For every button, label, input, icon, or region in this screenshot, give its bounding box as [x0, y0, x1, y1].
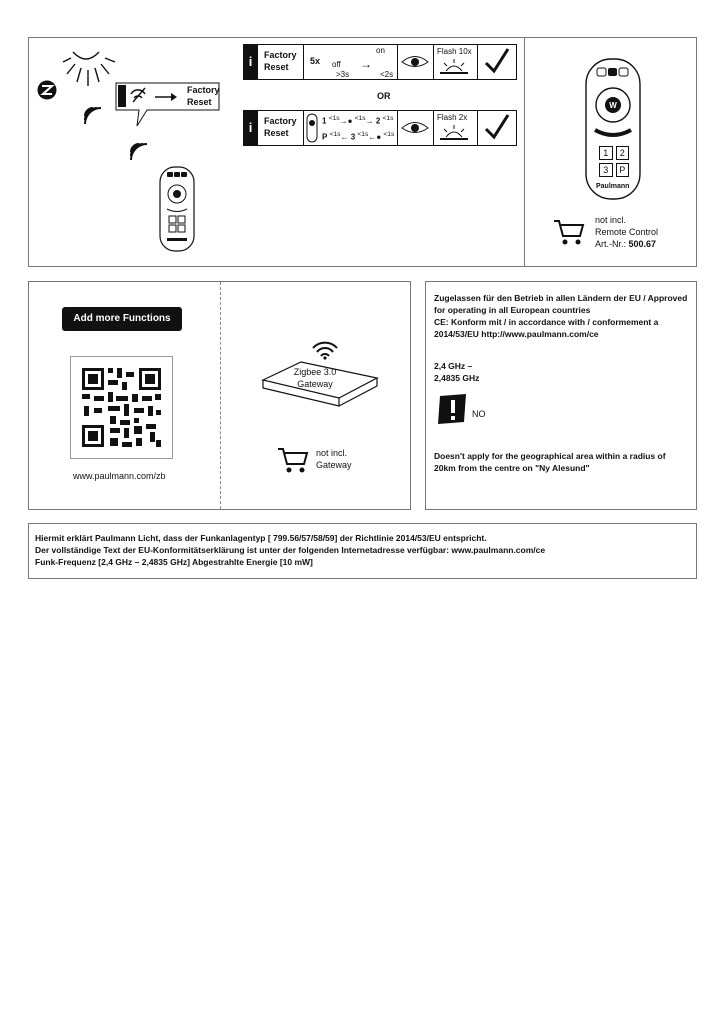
step-label-line: Reset	[264, 128, 289, 138]
duration: <1s	[382, 115, 394, 122]
on-duration: <2s	[380, 70, 394, 79]
duration: <1s	[329, 131, 341, 138]
approval-line: 2014/53/EU http://www.paulmann.com/ce	[434, 329, 599, 339]
panel-divider	[524, 38, 525, 266]
duration: <1s	[354, 115, 366, 122]
frequency-line: 2,4 GHz –	[434, 361, 473, 371]
warning-restriction-icon	[436, 392, 470, 426]
note-line: Gateway	[316, 460, 352, 470]
repeat-count: 5x	[310, 56, 321, 66]
off-label: off	[332, 60, 341, 69]
remote-thumbnail-icon	[306, 113, 318, 143]
approval-line: for operating in all European countries	[434, 305, 591, 315]
remote-key: 2	[616, 146, 630, 160]
exclusion-line: Doesn't apply for the geographical area within a radius of	[434, 451, 666, 461]
eye-icon	[398, 111, 434, 145]
remote-note	[595, 214, 658, 250]
key-3: 3	[350, 132, 356, 142]
remote-key: 1	[599, 146, 613, 160]
remote-keypad	[599, 146, 629, 177]
duration: <1s	[383, 131, 395, 138]
key-sequence	[304, 111, 398, 145]
flash-indicator	[434, 111, 478, 145]
note-line: not incl.	[595, 215, 627, 225]
signal-waves-icon	[83, 106, 103, 126]
svg-text:W: W	[609, 101, 617, 110]
or-separator: OR	[377, 91, 391, 101]
note-line: not incl.	[316, 448, 348, 458]
declaration-text	[35, 532, 545, 568]
duration: <1s	[357, 131, 369, 138]
step-label	[258, 45, 304, 79]
step-label	[258, 111, 304, 145]
exclusion-text	[434, 450, 692, 474]
gateway-note	[316, 447, 352, 471]
key-1: 1	[322, 116, 327, 126]
step-label-line: Reset	[264, 62, 289, 72]
flash-label: Flash 2x	[437, 113, 468, 122]
step-label-line: Factory	[264, 50, 297, 60]
factory-reset-step-b	[243, 110, 517, 146]
checkmark-icon	[478, 45, 516, 79]
shopping-cart-icon	[553, 218, 585, 246]
sequence-row-1: 1 $^{<1s}$→● $^{<1s}$→ 2 $^{<1s}$	[322, 115, 394, 126]
article-prefix: Art.-Nr.:	[595, 239, 626, 249]
checkmark-icon	[478, 111, 516, 145]
shopping-cart-icon	[277, 446, 309, 474]
remote-control-large	[585, 58, 641, 200]
article-value: 500.67	[628, 239, 657, 249]
compliance-panel	[425, 281, 697, 510]
callout-label-line: Factory	[187, 85, 220, 95]
info-icon: i	[244, 45, 258, 79]
approval-line: CE: Konform mit / in accordance with / conformement a	[434, 317, 659, 327]
remote-control-small	[159, 166, 195, 252]
note-line: Remote Control	[595, 227, 659, 237]
functions-panel	[28, 281, 411, 510]
off-duration: >3s	[336, 70, 350, 79]
factory-reset-step-a	[243, 44, 517, 80]
zigbee-logo-icon	[37, 80, 57, 100]
signal-waves-icon	[310, 338, 340, 360]
gateway-label-line: Zigbee 3.0	[293, 367, 337, 377]
declaration-line: Hiermit erklärt Paulmann Licht, dass der Funkanlagentyp [ 799.56/57/58/59] der Richtlinie 2014/53/EU entspricht.	[35, 533, 487, 543]
dashed-divider	[220, 282, 221, 509]
qr-code[interactable]	[70, 356, 173, 459]
article-number	[595, 238, 658, 250]
on-label: on	[376, 46, 385, 55]
approval-line: Zugelassen für den Betrieb in allen Ländern der EU / Approved	[434, 293, 688, 303]
declaration-panel	[28, 523, 697, 579]
flash-label: Flash 10x	[437, 47, 472, 56]
switch-sequence	[304, 45, 398, 79]
info-icon: i	[244, 111, 258, 145]
gateway-label-line: Gateway	[297, 379, 333, 389]
signal-waves-icon	[129, 142, 149, 162]
duration: <1s	[328, 115, 340, 122]
reset-instructions-panel	[28, 37, 697, 267]
step-label-line: Factory	[264, 116, 297, 126]
callout-label-line: Reset	[187, 97, 212, 107]
exclusion-line: 20km from the centre on "Ny Alesund"	[434, 463, 590, 473]
callout-label	[187, 84, 220, 108]
flash-lamp-icon	[434, 57, 474, 75]
arrow-right-icon: →	[360, 57, 372, 71]
lamp-icon	[59, 44, 119, 92]
key-p: P	[322, 132, 328, 142]
key-2: 2	[375, 116, 381, 126]
functions-url[interactable]: www.paulmann.com/zb	[73, 471, 166, 481]
flash-lamp-icon	[434, 123, 474, 141]
remote-key: 3	[599, 163, 613, 177]
frequency-line: 2,4835 GHz	[434, 373, 480, 383]
remote-key: P	[616, 163, 630, 177]
add-more-functions-button[interactable]: Add more Functions	[62, 307, 182, 331]
sequence-row-2: P $^{<1s}$← 3 $^{<1s}$←● $^{<1s}$	[322, 131, 395, 142]
remote-brand: Paulmann	[596, 183, 630, 190]
gateway-label	[287, 366, 343, 390]
flash-indicator	[434, 45, 478, 79]
declaration-line: Funk-Frequenz [2,4 GHz – 2,4835 GHz] Abgestrahlte Energie [10 mW]	[35, 557, 313, 567]
declaration-line: Der vollständige Text der EU-Konformitätserklärung ist unter der folgenden Internetadresse verfügbar: www.paulmann.com/ce	[35, 545, 546, 555]
country-code: NO	[472, 409, 486, 419]
eye-icon	[398, 45, 434, 79]
frequency-range	[434, 360, 479, 384]
approval-text	[434, 292, 692, 340]
